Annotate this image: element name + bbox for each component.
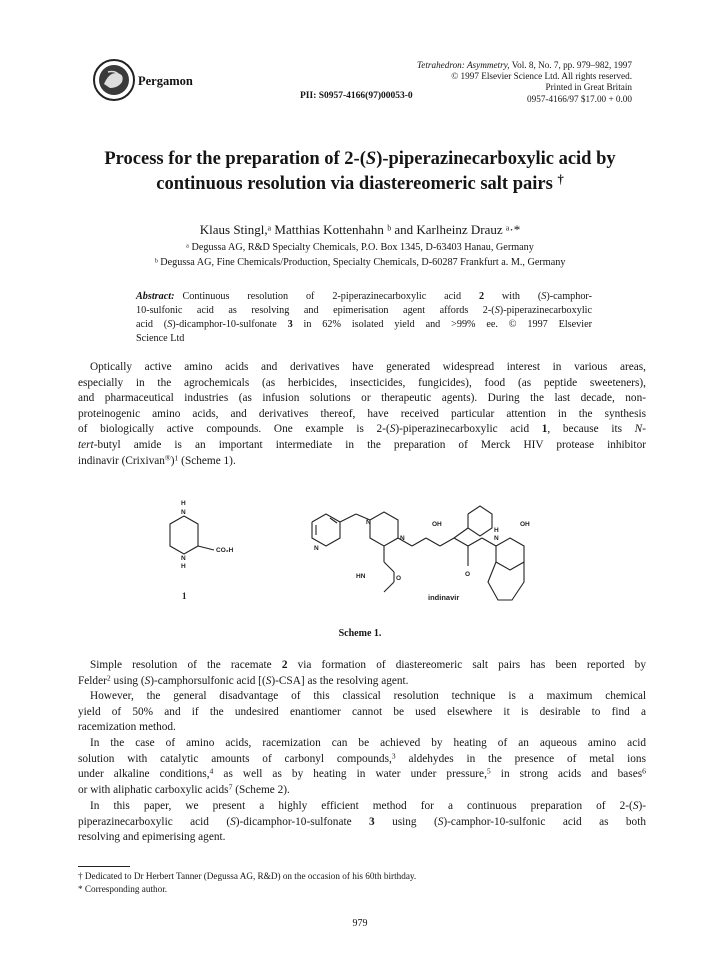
authors: Klaus Stingl,ᵃ Matthias Kottenhahn ᵇ and Karlheinz Drauz ᵃ·* bbox=[199, 222, 521, 237]
indinavir-n-pip2: N bbox=[400, 535, 405, 542]
pii: PII: S0957-4166(97)00053-0 bbox=[300, 91, 413, 101]
indinavir-structure bbox=[312, 506, 524, 600]
footnote-dedication: † Dedicated to Dr Herbert Tanner (Degussa AG, R&D) on the occasion of his 60th birthday. bbox=[78, 871, 417, 881]
affiliation-b: ᵇ Degussa AG, Fine Chemicals/Production, Specialty Chemicals, D-60287 Frankfurt a. M., Germany bbox=[154, 257, 566, 268]
paper-title bbox=[60, 147, 660, 197]
body-line: Felder$^2$ using (S)-camphorsulfonic acid [(S)-CSA] as the resolving agent. bbox=[78, 673, 409, 687]
indinavir-o2: O bbox=[465, 571, 471, 578]
title-line-2: continuous resolution via diastereomeric salt pairs † bbox=[156, 172, 564, 194]
body-line: piperazinecarboxylic acid (S)-dicamphor-10-sulfonate 3 using (S)-camphor-10-sulfonic acid as both bbox=[78, 815, 646, 828]
body-line: resolving and epimerising agent. bbox=[78, 831, 226, 844]
body-line: yield of 50% and if the undesired enantiomer cannot be used elsewhere it is desirable to find a bbox=[78, 705, 646, 718]
journal-price: 0957-4166/97 $17.00 + 0.00 bbox=[527, 93, 632, 104]
footnote-rule bbox=[78, 866, 130, 867]
body-line: and pharmaceutical industries (as infusion solutions or therapeutic agents). During the last decade, non- bbox=[78, 392, 646, 405]
pergamon-logo bbox=[92, 58, 292, 102]
affiliation-a: ᵃ Degussa AG, R&D Specialty Chemicals, P.O. Box 1345, D-63403 Hanau, Germany bbox=[186, 242, 534, 253]
page-number: 979 bbox=[352, 918, 368, 929]
body-line: solution with catalytic amounts of carbonyl compounds,$^3$ aldehydes in the presence of metal ions bbox=[78, 751, 646, 765]
abstract-label: Abstract: bbox=[136, 291, 175, 302]
body-line: However, the general disadvantage of this classical resolution technique is a maximum chemical bbox=[90, 690, 646, 702]
body-line: proteinogenic amino acids, and derivatives thereof, have received particular attention in the synthesis bbox=[78, 407, 646, 420]
journal-citation: Vol. 8, No. 7, pp. 979–982, 1997 bbox=[511, 60, 632, 70]
journal-printed: Printed in Great Britain bbox=[545, 82, 632, 93]
scheme-caption: Scheme 1. bbox=[338, 628, 382, 639]
body-line: In the case of amino acids, racemization can be achieved by heating of an aqueous amino acid bbox=[90, 737, 646, 749]
indinavir-hn: HN bbox=[356, 573, 366, 580]
compound-1-n: N bbox=[181, 509, 186, 516]
publisher-emblem-icon bbox=[94, 60, 134, 100]
body-line: In this paper, we present a highly efficient method for a continuous preparation of 2-(S)- bbox=[90, 800, 646, 812]
compound-1-number: 1 bbox=[182, 591, 187, 601]
paragraph-1 bbox=[78, 360, 646, 469]
title-line-1: Process for the preparation of 2-(S)-piperazinecarboxylic acid by bbox=[104, 149, 616, 169]
footnote-corresponding: * Corresponding author. bbox=[78, 883, 168, 894]
body-line: especially in the agrochemicals (as herbicides, insecticides, fungicides), food (as peptide sweeteners), bbox=[78, 376, 646, 389]
footnotes bbox=[78, 870, 416, 895]
indinavir-label: indinavir bbox=[428, 593, 460, 602]
body-line: Simple resolution of the racemate 2 via formation of diastereomeric salt pairs has been reported by bbox=[90, 659, 646, 671]
compound-1-h: H bbox=[181, 500, 186, 507]
indinavir-oh1: OH bbox=[432, 521, 442, 528]
body-line: of biologically active compounds. One example is 2-(S)-piperazinecarboxylic acid 1, because its N- bbox=[78, 423, 646, 436]
abstract-line: Abstract: Continuous resolution of 2-piperazinecarboxylic acid 2 with (S)-camphor- bbox=[136, 291, 592, 302]
compound-1-co2h: CO₂H bbox=[216, 547, 234, 554]
paragraph-3 bbox=[78, 689, 646, 736]
compound-1-structure bbox=[170, 516, 214, 554]
paragraph-4 bbox=[78, 736, 646, 798]
body-line: indinavir (Crixivan®)$^1$ (Scheme 1). bbox=[78, 453, 236, 467]
body-line: or with aliphatic carboxylic acids$^7$ (Scheme 2). bbox=[78, 782, 290, 796]
abstract bbox=[136, 290, 592, 346]
paragraph-2 bbox=[78, 658, 646, 689]
compound-1-h2: H bbox=[181, 563, 186, 570]
indinavir-n-pyridine: N bbox=[314, 545, 319, 552]
indinavir-n-pip1: N bbox=[366, 519, 371, 526]
publisher-name: Pergamon bbox=[138, 74, 193, 88]
body-line: tert-butyl amide is an important intermediate in the preparation of Merck HIV protease inhibitor bbox=[78, 438, 646, 451]
journal-name: Tetrahedron: Asymmetry, bbox=[417, 60, 510, 70]
indinavir-nh-n: N bbox=[494, 535, 499, 542]
body-line: under alkaline conditions,$^4$ as well as by heating in water under pressure,$^5$ in strong acids and bases$^6$ bbox=[78, 766, 646, 781]
compound-1-n2: N bbox=[181, 555, 186, 562]
abstract-line: Science Ltd bbox=[136, 333, 185, 344]
indinavir-o1: O bbox=[396, 575, 402, 582]
paragraph-5 bbox=[78, 799, 646, 846]
abstract-line: acid (S)-dicamphor-10-sulfonate 3 in 62% isolated yield and >99% ee. © 1997 Elsevier bbox=[136, 319, 592, 330]
body-line: racemization method. bbox=[78, 721, 176, 734]
journal-copyright: © 1997 Elsevier Science Ltd. All rights reserved. bbox=[451, 71, 632, 82]
indinavir-nh-h: H bbox=[494, 527, 499, 534]
abstract-line: 10-sulfonic acid as resolving and epimerisation agent affords 2-(S)-piperazinecarboxylic bbox=[136, 305, 592, 316]
scheme-1 bbox=[150, 488, 570, 620]
body-line: Optically active amino acids and derivatives have generated widespread interest in various areas, bbox=[90, 361, 646, 373]
indinavir-oh2: OH bbox=[520, 521, 530, 528]
